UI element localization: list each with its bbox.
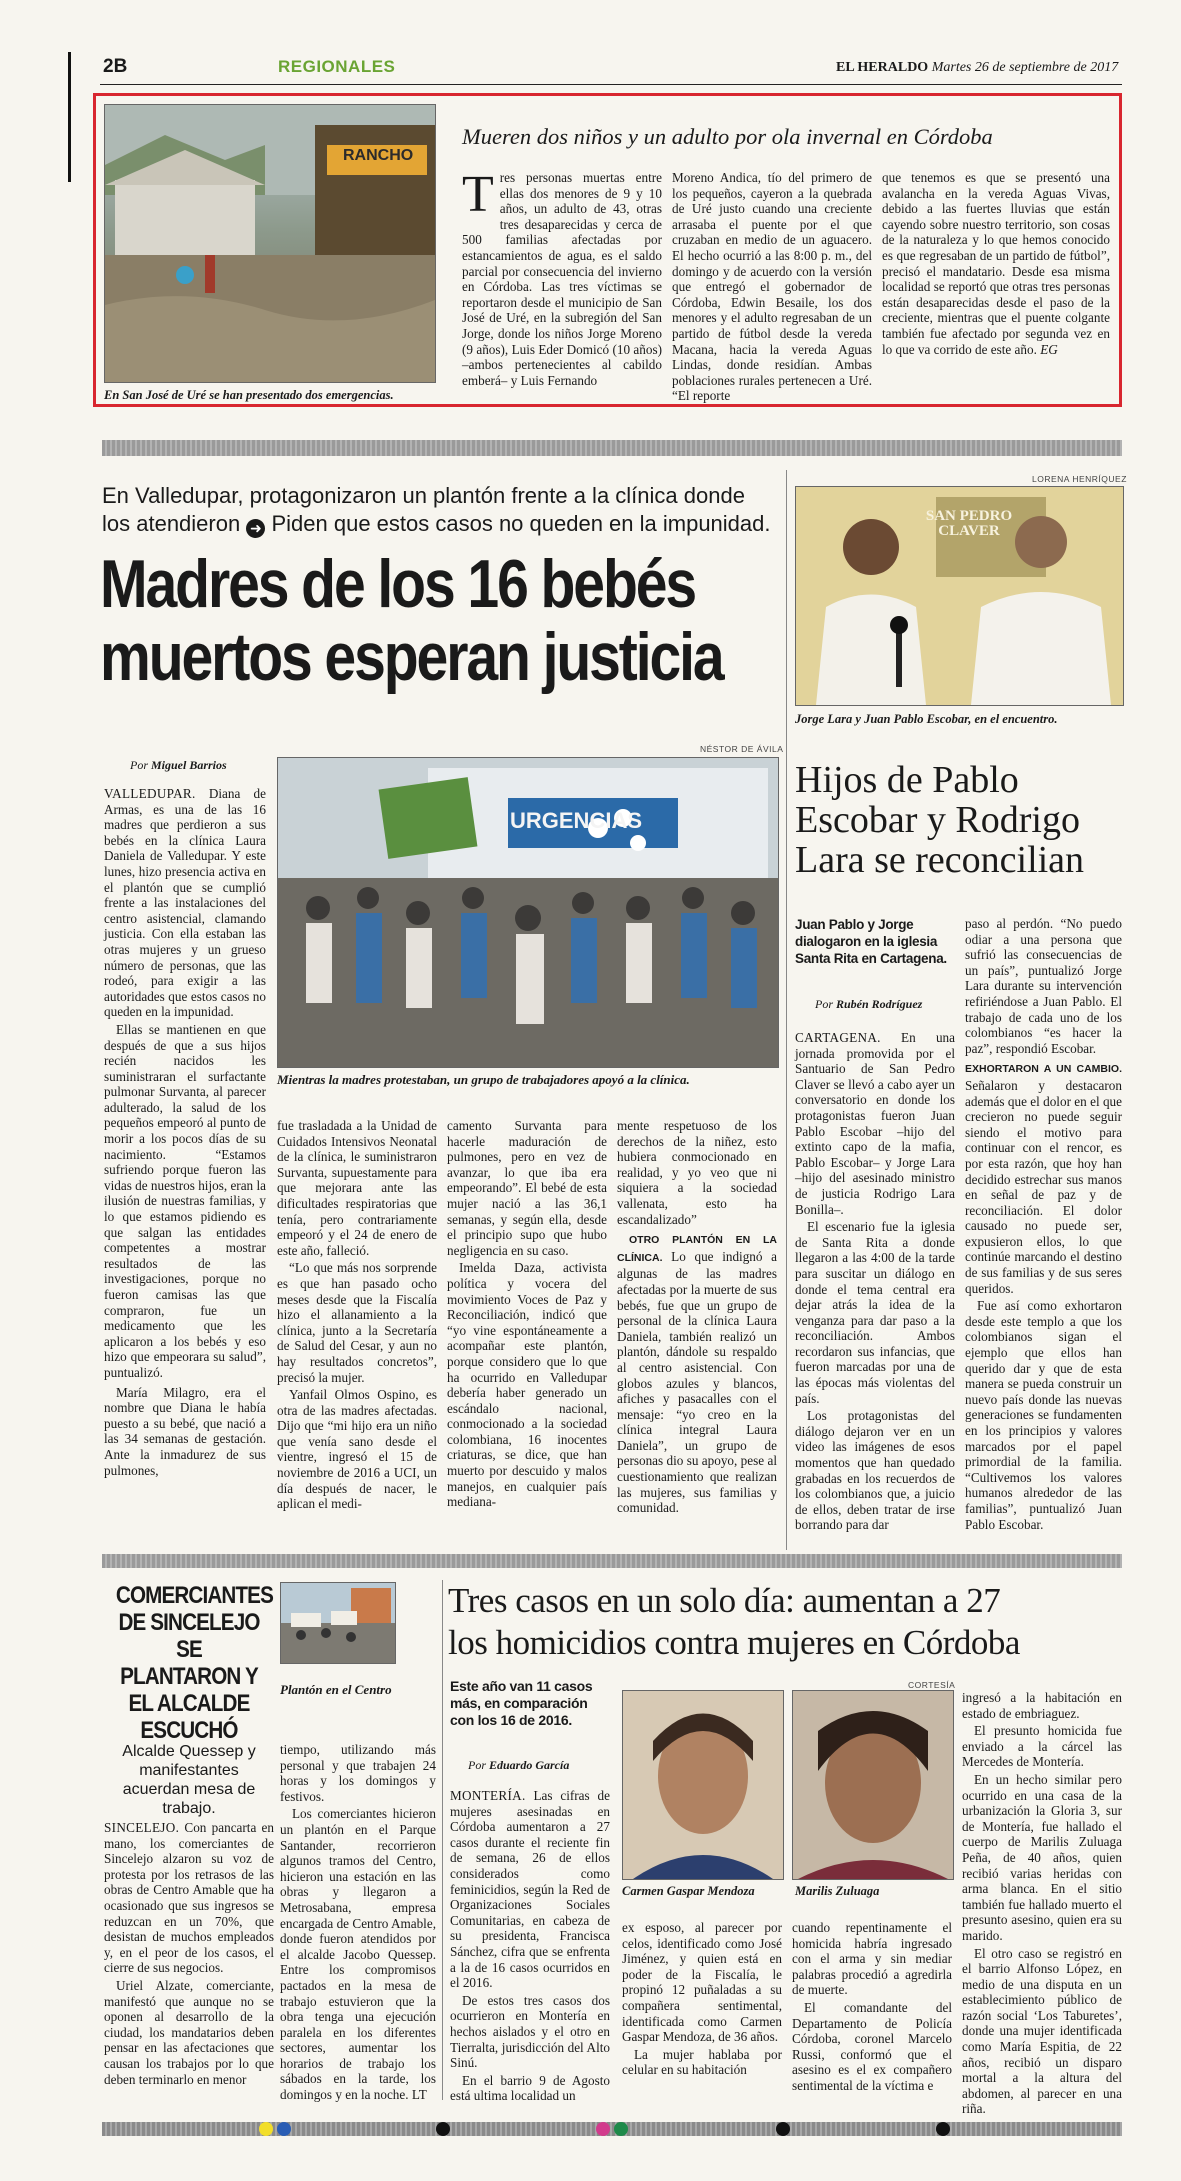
- right-c1-p3: Los protagonistas del diálogo dejaron ver en un video las imágenes de esos momentos que han quedado grabadas en los recuerdos de los colombianos que, a juicio de ellos, deben tratar de irse borrando para dar: [795, 1408, 955, 1533]
- victim-photo-2-drawing: [793, 1691, 953, 1879]
- masthead: [836, 60, 1118, 76]
- gray-separator-band: [102, 440, 1122, 456]
- main-kicker-text-a: los atendieron: [102, 511, 241, 536]
- main-kicker-line-1: En Valledupar, protagonizaron un plantón frente a la clínica donde: [102, 483, 745, 508]
- drop-cap: T: [462, 166, 494, 223]
- sincelejo-signature: LT: [411, 2087, 427, 2103]
- bottom-c1-p3: En el barrio 9 de Agosto está ultima localidad un: [450, 2072, 610, 2104]
- reconcile-photo-credit: LORENA HENRÍQUEZ: [1032, 474, 1127, 484]
- main-subhead: OTRO PLANTÓN EN LA CLÍNICA.: [617, 1234, 777, 1264]
- main-col-4: [617, 1118, 777, 1518]
- sincelejo-photo-drawing: [281, 1583, 395, 1663]
- protest-photo-credit: NÉSTOR DE ÁVILA: [700, 744, 784, 754]
- victim-photo-2: [792, 1690, 954, 1880]
- color-registration-marks: [102, 2122, 1122, 2136]
- sincelejo-summary: Alcalde Quessep y manifestantes acuerdan mesa de trabajo.: [122, 1743, 256, 1817]
- right-col-1: [795, 1030, 955, 1535]
- bottom-c4-p4: El otro caso se registró en el barrio Alfonso López, en medio de una disputa en un establecimiento público de razón social ‘Los Taburetes’, donde una mujer identificada como María Espitia, de 22 años, recibió un disparo mortal a la altura del abdomen, al parecer en una riña.: [962, 1945, 1122, 2117]
- column-divider: [786, 470, 787, 1550]
- column-divider-2: [442, 1580, 443, 2100]
- bottom-c3-p2: El comandante del Departamento de Policía Córdoba, coronel Marcelo Russi, conformó que el asesino es el ex compañero sentimental de la víctima e: [792, 1999, 952, 2093]
- main-c1-p3: María Milagro, era el nombre que Diana le había puesto a su bebé, que nació a las 34 semanas de gestación. Ante la inmadurez de sus pulmones,: [104, 1384, 266, 1478]
- page-number: 2B: [103, 56, 128, 77]
- reconcile-photo: [795, 486, 1124, 706]
- flood-photo-caption: En San José de Uré se han presentado dos emergencias.: [104, 388, 394, 402]
- right-c1-p2: El escenario fue la iglesia de Santa Rita a donde llegaron a las 4:00 de la tarde para suscitar un diálogo en donde el tema central era dejar atrás la idea de la venganza para dar paso a la reconciliación. Ambos recordaron sus infancias, que fueron marcadas por una de las épocas más violentas del país.: [795, 1219, 955, 1406]
- top-story-col-2: [672, 170, 872, 404]
- reg-dot-blue: [277, 2122, 291, 2136]
- bottom-byline: [468, 1758, 569, 1773]
- bottom-byline-name: Eduardo García: [489, 1758, 570, 1772]
- bottom-headline-line-1: Tres casos en un solo día: aumentan a 27: [448, 1581, 1001, 1620]
- top-story-text-1: res personas muertas entre ellas dos menores de 9 y 10 años, un adulto de 43, otras tres desaparecidas y cerca de 500 familias afectadas por estancamientos de agua, es el saldo parcial por consecuencia del invierno en Córdoba. Las tres víctimas se reportaron desde el municipio de San José de Uré, en la subregión del San Jorge, donde los niños Jorge Moreno (9 años), Luis Eder Domicó (10 años) –ambos pertenecientes al cabildo emberá– y Luis Fernando: [462, 170, 662, 388]
- main-kicker: [102, 482, 792, 538]
- reg-dot-black-2: [776, 2122, 790, 2136]
- right-summary: Juan Pablo y Jorge dialogaron en la iglesia Santa Rita en Cartagena.: [795, 917, 947, 966]
- main-byline-prefix: Por: [130, 758, 148, 772]
- victim-photo-1: [622, 1690, 784, 1880]
- protest-photo-caption: Mientras la madres protestaban, un grupo de trabajadores apoyó a la clínica.: [277, 1072, 690, 1087]
- main-byline: [130, 758, 227, 773]
- main-c4-p2: Lo que indignó a algunas de las madres afectadas por la muerte de sus bebés, fue que un grupo de personal de la clínica Laura Daniela, también realizó un plantón, dándole su respaldo al centro asistencial. Con globos azules y blancos, afiches y pasacalles con el mensaje: “yo creo en la clínica integral Laura Daniela”, un grupo de personas dio su apoyo, pese al cuestionamiento que realizan las mujeres, sus familias y comunidad.: [617, 1248, 778, 1516]
- right-dateline: CARTAGENA.: [795, 1030, 881, 1045]
- reg-dot-green: [614, 2122, 628, 2136]
- newspaper-name: EL HERALDO: [836, 60, 929, 75]
- sincelejo-c2-p2: Los comerciantes hicieron un plantón en el Parque Santander, recorrieron algunos tramos del Centro, hicieron una estación en las obras y llegaron a Metrosabana, empresa encargada de Centro Amable, donde fueron atendidos por el alcalde Jacobo Quessep. Entre los compromisos pactados en la mesa de trabajo estuvieron que la obra tenga una ejecución paralela en los diferentes sectores, aumentar los horarios de trabajo los sábados en la tarde, los domingos y en la noche.: [280, 1806, 436, 2103]
- bottom-c2-p2: La mujer hablaba por celular en su habitación: [622, 2046, 782, 2078]
- church-sign: SAN PEDRO CLAVER: [925, 508, 1013, 539]
- victim-caption-2: Marilis Zuluaga: [795, 1884, 880, 1898]
- main-headline: [100, 548, 723, 694]
- bottom-byline-prefix: Por: [468, 1758, 486, 1772]
- main-kicker-line-2: [102, 510, 792, 538]
- bottom-c1-p2: De estos tres casos dos ocurrieron en Montería en hechos aislados y el otro en Tierralta, jurisdicción del Alto Sinú.: [450, 1992, 610, 2071]
- sincelejo-headline: COMERCIANTES DE SINCELEJO SE PLANTARON Y EL ALCALDE ESCUCHÓ: [115, 1582, 273, 1744]
- urgencias-sign: URGENCIAS: [510, 808, 643, 833]
- main-c3-p1: camento Survanta para hacerle maduración de pulmones, pero en vez de avanzar, lo que iba era empeorando”. El bebé de esta mujer nació a las 36,1 semanas, y según ella, desde el principio supo que hubo negligencia en su caso.: [447, 1118, 607, 1258]
- reg-dot-black-1: [436, 2122, 450, 2136]
- reg-dot-pink: [596, 2122, 610, 2136]
- right-col-2: [965, 916, 1122, 1534]
- sincelejo-c1-p2: Uriel Alzate, comerciante, manifestó que aunque no se oponen al desarrollo de la ciudad, los mandatarios deben pensar en las afectaciones que causan los trabajos por lo que deben terminarlo en menor: [104, 1977, 274, 2087]
- bottom-c2-p1: ex esposo, al parecer por celos, identificado como José Jiménez, y quien está en poder de la Fiscalía, le propinó 12 puñaladas a su compañera sentimental, identificada como Carmen Gaspar Mendoza, de 36 años.: [622, 1920, 782, 2045]
- sincelejo-photo-caption: Plantón en el Centro: [280, 1682, 392, 1697]
- main-headline-line-2: muertos esperan justicia: [100, 619, 723, 695]
- bottom-col-3: [792, 1920, 952, 2096]
- bottom-c1-p1: Las cifras de mujeres asesinadas en Córdoba aumentaron a 27 casos durante el reciente fin de semana, 26 de ellos considerados como feminicidios, según la Red de Organizaciones Sociales Comunitarias, en cabeza de su presidenta, Francisca Sánchez, cifra que se enfrenta a la de 16 casos ocurridos en el 2016.: [450, 1788, 610, 1991]
- top-story-col-1: [462, 166, 662, 388]
- bottom-dateline: MONTERÍA.: [450, 1788, 526, 1803]
- protest-photo-drawing: [278, 758, 778, 1067]
- right-byline: [815, 997, 922, 1012]
- right-c2-p1: paso al perdón. “No puedo odiar a una persona que sufrió las consecuencias de un país”, puntualizó Jorge Lara durante su intervención refiriéndose a Juan Pablo. El trabajo de cada uno de los colombianos “es hacer la paz”, respondió Escobar.: [965, 916, 1122, 1056]
- reg-dot-yellow: [259, 2122, 273, 2136]
- right-subhead: EXHORTARON A UN CAMBIO.: [965, 1063, 1122, 1076]
- main-c4-p1: mente respetuoso de los derechos de la niñez, esto hubiera conmocionado en realidad, y yo veo que ni siquiera a la sociedad vallenata, esto ha escandalizado”: [617, 1118, 777, 1227]
- top-story-signature: EG: [1040, 341, 1058, 357]
- top-story-col-3: [882, 170, 1110, 357]
- header-rule: [100, 84, 1122, 85]
- right-c2-p3: Fue así como exhortaron desde este templo a que los colombianos sigan el ejemplo que ellos han querido dar y que de esta manera se pueda construir un nuevo país donde las nuevas generaciones se fundamenten en los principios y valores marcados por el papel primordial de la familia. “Cultivemos los valores humanos alrededor de las familias”, puntualizó Juan Pablo Escobar.: [965, 1298, 1122, 1532]
- flood-photo: [104, 104, 436, 383]
- bottom-headline: [448, 1580, 1128, 1664]
- bottom-col-4: [962, 1690, 1122, 2119]
- top-story-headline: Mueren dos niños y un adulto por ola invernal en Córdoba: [462, 124, 993, 149]
- bottom-col-2: [622, 1920, 782, 2080]
- arrow-circle-icon: ➜: [246, 519, 265, 538]
- main-c1-p2: Ellas se mantienen en que después de que a sus hijos recién nacidos les suministraran el surfactante pulmonar Survanta, al parecer adulterado, la salud de los pequeños empeoró al punto de morir a los pocos días de su nacimiento. “Estamos sufriendo porque fueron las vidas de nuestros hijos, eran la ilusión de nuestras familias, y lo que estamos pidiendo es que salgan las entidades competentes a mostrar resultados de las investigaciones, porque no fueron camisas las que compraron, fue un medicamento que les aplicaron a los bebés y eso hizo que empeorara su salud”, puntualizó.: [104, 1021, 266, 1380]
- victim-caption-1: Carmen Gaspar Mendoza: [622, 1884, 755, 1898]
- sincelejo-dateline: SINCELEJO.: [104, 1820, 180, 1835]
- right-c1-p1: En una jornada promovida por el Santuario de San Pedro Claver se llevó a cabo ayer un conversatorio en donde los protagonistas fueron Juan Pablo Escobar –hijo del extinto capo de la mafia, Pablo Escobar– y Jorge Lara –hijo del asesinado ministro de justicia Rodrigo Lara Bonilla–.: [795, 1030, 955, 1217]
- sincelejo-col-1: [104, 1820, 274, 2089]
- right-byline-name: Rubén Rodríguez: [836, 997, 923, 1011]
- main-c2-p2: “Lo que más nos sorprende es que han pasado ocho meses desde que la Fiscalía hizo el allanamiento a la clínica, junto a la Secretaría de Salud del Cesar, y aun no hay resultados concretos”, precisó la mujer.: [277, 1260, 437, 1385]
- bottom-summary: Este año van 11 casos más, en comparación con los 16 de 2016.: [450, 1678, 593, 1728]
- issue-date: Martes 26 de septiembre de 2017: [931, 60, 1119, 75]
- sincelejo-c2-p1: tiempo, utilizando más personal y que trabajen 24 horas y los domingos y festivos.: [280, 1742, 436, 1804]
- victim-photo-1-drawing: [623, 1691, 783, 1879]
- bottom-col-1: [450, 1788, 610, 2106]
- bottom-c3-p1: cuando repentinamente el homicida habría ingresado con el arma y sin mediar palabras procedió a agredirla de muerte.: [792, 1920, 952, 1998]
- bottom-c4-p1: ingresó a la habitación en estado de embriaguez.: [962, 1690, 1122, 1721]
- main-dateline: VALLEDUPAR.: [104, 786, 196, 801]
- main-col-3: [447, 1118, 607, 1512]
- right-byline-prefix: Por: [815, 997, 833, 1011]
- sincelejo-c1-p1: Con pancarta en mano, los comerciantes de Sincelejo alzaron su voz de protesta por los retrasos de las obras de Centro Amable que ha ocasionado que sus ingresos se reduzcan en un 70%, que desistan de muchos empleados y, en el peor de los casos, el cierre de sus negocios.: [104, 1820, 274, 1976]
- gray-separator-band-2: [102, 1554, 1122, 1568]
- top-story-text-2: Moreno Andica, tío del primero de los pequeños, cayeron a la quebrada de Uré justo cuando una creciente arrasaba el puente por el que cruzaban en medio de un aguacero. El hecho ocurrió a las 8:00 p. m., del domingo y de acuerdo con la versión que entregó el gobernador de Córdoba, Edwin Besaile, los dos menores y el adulto regresaban de un partido de fútbol desde la vereda Macana, hacia la vereda Aguas Lindas, donde residían. Ambas poblaciones rurales pertenecen a Uré. “El reporte: [672, 170, 872, 404]
- left-margin-mark: [68, 52, 71, 182]
- main-col-1: [104, 786, 266, 1480]
- top-story-text-3: que tenemos es que se presentó una avalancha en la vereda Aguas Vivas, debido a las fuertes lluvias que están cayendo sobre nuestro territorio, son cosas de la naturaleza y lo que hemos conocido es que regresaban de un partido de fútbol”, precisó el mandatario. Desde esa misma localidad se reportó que otras tres personas están desaparecidas desde el paso de la creciente, mientras que el puente colgante también fue afectado por segunda vez en lo que va corrido de este año.: [882, 170, 1110, 357]
- sincelejo-photo: [280, 1582, 396, 1664]
- right-c2-p2: Señalaron y destacaron además que el dolor en el que crecieron no puede seguir siendo el motivo para continuar con el rencor, es por esta razón, que hoy han decidido estrechar sus manos en señal de paz y de reconciliación. El dolor causado no puede ser, expusieron ellos, lo que continúe marcando el destino de sus familias y de sus seres queridos.: [965, 1077, 1122, 1296]
- main-kicker-text-b: Piden que estos casos no queden en la impunidad.: [271, 511, 771, 536]
- bottom-c4-p2: El presunto homicida fue enviado a la cárcel las Mercedes de Montería.: [962, 1723, 1122, 1770]
- main-byline-name: Miguel Barrios: [151, 758, 227, 772]
- main-col-2: [277, 1118, 437, 1514]
- bottom-c4-p3: En un hecho similar pero ocurrido en una casa de la urbanización la Gloria 3, sur de Montería, fue hallado el cuerpo de Marilis Zuluaga Peña, de 40 años, quien recibió varias heridas con arma blanca. En el sitio también fue hallado muerto el presunto asesino, quien era su marido.: [962, 1771, 1122, 1943]
- main-headline-line-1: Madres de los 16 bebés: [100, 546, 696, 622]
- main-c2-p1: fue trasladada a la Unidad de Cuidados Intensivos Neonatal de la clínica, le suministraron Survanta, supuestamente para que mejorara ante las dificultades respiratorias que tenía, pero contrariamente empeoró y el 24 de enero de este año, falleció.: [277, 1118, 437, 1258]
- bottom-headline-line-2: los homicidios contra mujeres en Córdoba: [448, 1623, 1020, 1662]
- protest-photo: [277, 757, 779, 1068]
- reconcile-photo-caption: Jorge Lara y Juan Pablo Escobar, en el encuentro.: [795, 712, 1058, 726]
- reg-dot-black-3: [936, 2122, 950, 2136]
- main-c1-p1: Diana de Armas, es una de las 16 madres que perdieron a sus bebés en la clínica Laura Daniela de Valledupar. Y este lunes, hizo presencia activa en el plantón que se cumplió frente a las instalaciones del centro asistencial, clamando justicia. Con ella estaban las otras mujeres y un grueso número de personas, que las rodeó, para exigir a las autoridades que estos casos no queden en la impunidad.: [104, 786, 267, 1020]
- main-c2-p3: Yanfail Olmos Ospino, es otra de las madres afectadas. Dijo que “mi hijo era un niño que venía sano desde el vientre, ingresó el 15 de noviembre de 2016 a UCI, un día después de nacer, le aplican el medi-: [277, 1387, 437, 1512]
- bottom-photo-credit: CORTESÍA: [908, 1680, 956, 1690]
- main-c3-p2: Imelda Daza, activista política y vocera del movimiento Voces de Paz y Reconciliación, indicó que “yo vine espontáneamente a acompañar este plantón, porque considero que lo que ha ocurrido en Valledupar debería haber generado un escándalo nacional, conmocionado a la sociedad colombiana, 16 inocentes criaturas, se dice, que han muerto por descuido y malos manejos, en cualquier país mediana-: [447, 1260, 607, 1510]
- section-name: REGIONALES: [278, 57, 396, 76]
- right-headline: Hijos de Pablo Escobar y Rodrigo Lara se reconcilian: [795, 759, 1085, 881]
- photo-sign-text: RANCHO: [343, 147, 414, 164]
- sincelejo-col-2: [280, 1742, 436, 2105]
